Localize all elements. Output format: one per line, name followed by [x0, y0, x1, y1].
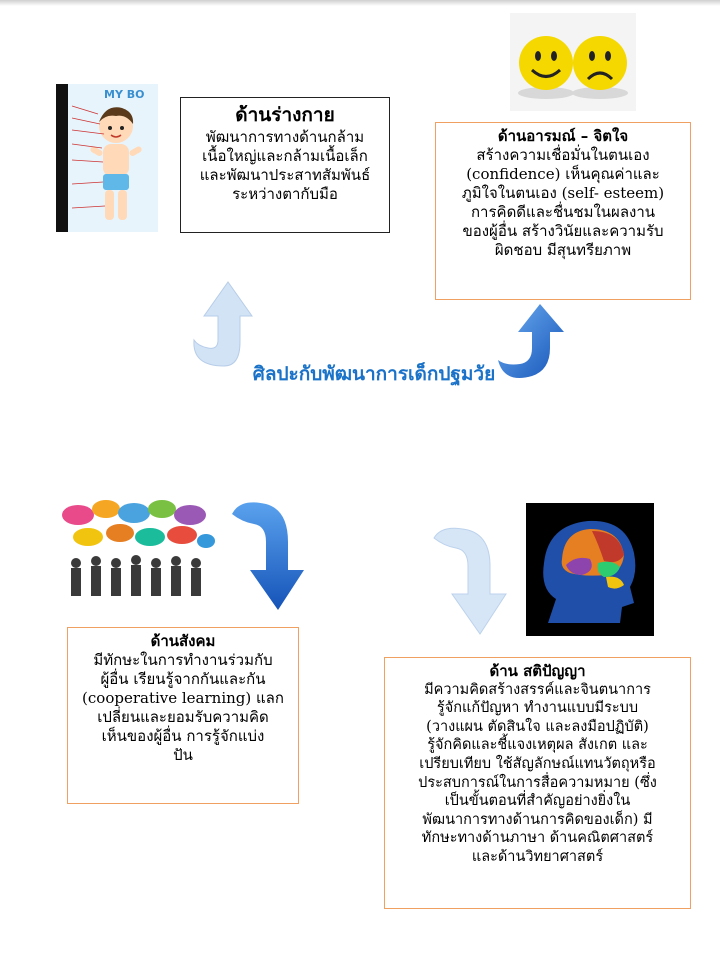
social-body: มีทักษะในการทำงานร่วมกับ ผู้อื่น เรียนรู้จากกันและกัน (cooperative learning) แลก เปลี่ยนและยอมรับความคิด เห็นของผู้อื่น การรู้จักแบ่ง ปัน: [82, 651, 284, 764]
light-curved-arrow-down-right: [428, 522, 510, 640]
center-title: ศิลปะกับพัฒนาการเด็กปฐมวัย: [252, 363, 496, 385]
physical-development-box: [180, 97, 390, 233]
top-shadow-bar: [0, 0, 720, 6]
intellect-title: ด้าน สติปัญญา: [489, 662, 586, 680]
social-crowd-image: [58, 497, 216, 605]
social-development-box: [67, 627, 299, 804]
social-title: ด้านสังคม: [150, 632, 216, 650]
physical-body: พัฒนาการทางด้านกล้าม เนื้อใหญ่และกล้ามเนื้อเล็ก และพัฒนาประสาทสัมพันธ์ ระหว่างตากับมือ: [199, 128, 371, 203]
blue-curved-arrow-down-right: [226, 496, 308, 616]
intellectual-development-box: [384, 657, 691, 909]
emotional-development-box: [435, 122, 691, 300]
physical-title: ด้านร่างกาย: [235, 104, 335, 126]
intellect-body: มีความคิดสร้างสรรค์และจินตนาการ รู้จักแก้ปัญหา ทำงานแบบมีระบบ (วางแผน ตัดสินใจ และลงมือปฏิบัติ) รู้จักคิดและชี้แจงเหตุผล สังเกต และ เปรียบเทียบ ใช้สัญลักษณ์แทนวัตถุหรือ ประสบการณ์ในการสื่อความหมาย (ซึ่ง เป็นขั้นตอนที่สำคัญอย่างยิ่งใน พัฒนาการทางด้านการคิดของเด็ก) มี ทักษะทางด้านภาษา ด้านคณิตศาสตร์ และด้านวิทยาศาสตร์: [418, 681, 657, 865]
brain-head-image: [526, 503, 654, 636]
image-banner-text: MY BO: [104, 88, 145, 101]
emotional-title: ด้านอารมณ์ – จิตใจ: [497, 127, 629, 145]
emotional-body: สร้างความเชื่อมั่นในตนเอง (confidence) เห็นคุณค่าและ ภูมิใจในตนเอง (self- esteem) การคิดดีและชื่นชมในผลงาน ของผู้อื่น สร้างวินัยและความรับ ผิดชอบ มีสุนทรียภาพ: [461, 146, 665, 259]
body-parts-image: [56, 84, 158, 232]
light-curved-arrow-up-left: [184, 278, 254, 370]
smiley-faces-image: [510, 13, 636, 111]
